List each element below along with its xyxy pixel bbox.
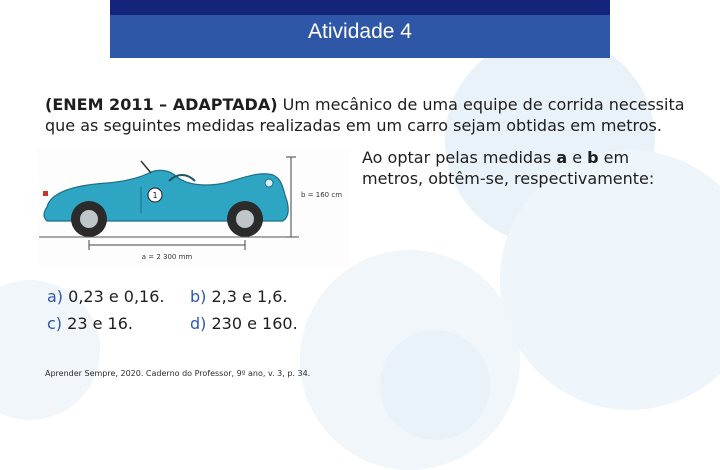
option-d-text: 230 e 160. — [206, 314, 298, 333]
car-wheel-front-hub — [236, 210, 254, 228]
option-c[interactable] — [47, 313, 133, 335]
option-c-text: 23 e 16. — [62, 314, 133, 333]
car-illustration — [37, 147, 349, 265]
prompt-var-a: a — [556, 148, 568, 167]
car-tail-light — [43, 191, 48, 196]
badge-number: 1 — [152, 191, 158, 200]
slide-title: Atividade 4 — [308, 20, 412, 43]
question-body: Um mecânico de uma equipe de corrida necessita que as seguintes medidas realizadas em um carro sejam obtidas em metros. — [45, 95, 685, 135]
prompt-part-1: Ao optar pelas medidas — [362, 148, 557, 167]
title-top-strip — [110, 0, 610, 15]
prompt-text — [362, 147, 682, 189]
prompt-part-3: em metros, obtêm-se, respectivamente: — [362, 148, 655, 188]
reference-text: Aprender Sempre, 2020. Caderno do Professor, 9º ano, v. 3, p. 34. — [45, 369, 311, 378]
car-windshield — [141, 161, 151, 173]
option-d-letter: d) — [190, 314, 207, 333]
option-b-letter: b) — [190, 287, 207, 306]
car-headlight — [265, 179, 273, 187]
car-wheel-rear-hub — [80, 210, 98, 228]
option-a-letter: a) — [47, 287, 64, 306]
dimension-a-label: a = 2 300 mm — [141, 253, 193, 261]
option-c-letter: c) — [47, 314, 63, 333]
option-d[interactable] — [190, 313, 298, 335]
car-figure — [37, 147, 349, 265]
option-a-text: 0,23 e 0,16. — [63, 287, 165, 306]
option-b[interactable] — [190, 286, 287, 308]
title-bar — [110, 0, 610, 58]
dimension-b-label: b = 160 cm — [301, 191, 343, 199]
option-b-text: 2,3 e 1,6. — [206, 287, 288, 306]
prompt-part-2: e — [567, 148, 588, 167]
background-circle — [380, 330, 490, 440]
prompt-var-b: b — [587, 148, 599, 167]
question-source: (ENEM 2011 – ADAPTADA) — [45, 95, 278, 114]
question-text — [45, 94, 685, 136]
option-a[interactable] — [47, 286, 164, 308]
